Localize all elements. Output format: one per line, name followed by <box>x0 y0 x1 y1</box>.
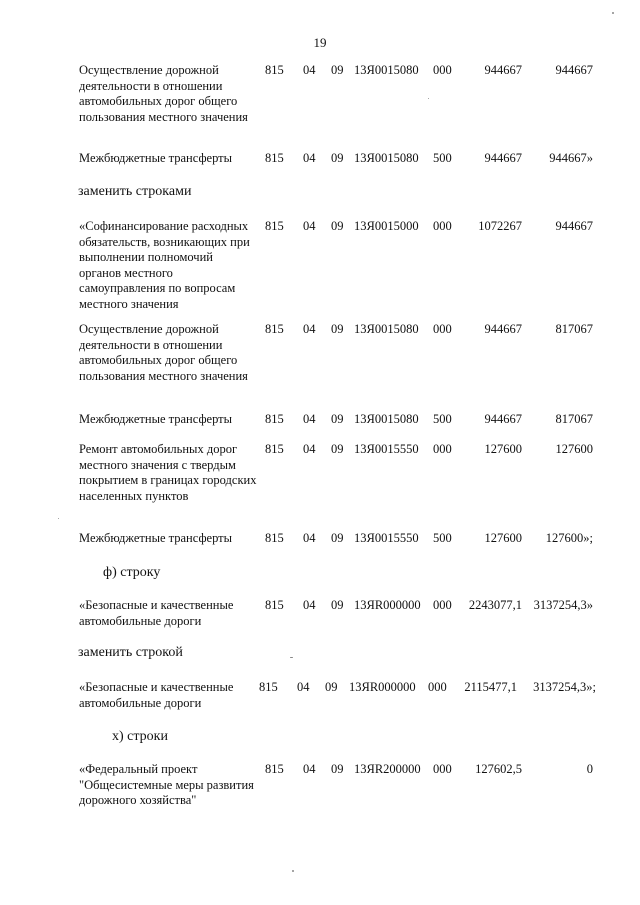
ved-code: 815 <box>259 680 278 694</box>
ved-code: 815 <box>265 219 284 233</box>
ved-code: 815 <box>265 151 284 165</box>
expense-type-code: 000 <box>428 680 447 694</box>
sum-1: 1072267 <box>478 219 522 233</box>
subsection-code: 09 <box>331 151 344 165</box>
row-description: Межбюджетные трансферты <box>79 531 233 545</box>
expense-type-code: 000 <box>433 442 452 456</box>
section-code: 04 <box>303 531 316 545</box>
row-description: «Безопасные и качественные автомобильные дороги <box>79 598 234 628</box>
sum-1: 127600 <box>484 442 522 456</box>
page-number: 19 <box>313 35 327 50</box>
row-description: Межбюджетные трансферты <box>79 151 233 165</box>
sum-1: 944667 <box>484 322 522 336</box>
section-code: 04 <box>303 322 316 336</box>
section-code: 04 <box>297 680 310 694</box>
section-code: 04 <box>303 598 316 612</box>
expense-type-code: 000 <box>433 219 452 233</box>
target-code: 13Я0015080 <box>354 63 419 77</box>
row-description: Ремонт автомобильных дорог местного значения с твердым покрытием в границах городских населенных пунктов <box>79 442 257 503</box>
target-code: 13Я0015550 <box>354 442 419 456</box>
section-code: 04 <box>303 412 316 426</box>
subsection-code: 09 <box>331 219 344 233</box>
section-code: 04 <box>303 762 316 776</box>
ved-code: 815 <box>265 598 284 612</box>
heading-replace-row: заменить строкой <box>78 645 183 660</box>
target-code: 13ЯR200000 <box>354 762 421 776</box>
expense-type-code: 000 <box>433 762 452 776</box>
target-code: 13Я0015080 <box>354 322 419 336</box>
heading-item-x: х) строки <box>112 729 168 744</box>
section-code: 04 <box>303 151 316 165</box>
expense-type-code: 000 <box>433 322 452 336</box>
scan-speck <box>428 98 429 99</box>
target-code: 13Я0015080 <box>354 151 419 165</box>
sum-1: 2115477,1 <box>464 680 517 694</box>
sum-2: 944667 <box>555 219 593 233</box>
sum-1: 944667 <box>484 63 522 77</box>
row-description: «Федеральный проект "Общесистемные меры развития дорожного хозяйства" <box>79 762 254 807</box>
ved-code: 815 <box>265 412 284 426</box>
sum-2: 944667» <box>549 151 593 165</box>
sum-2: 817067 <box>555 322 593 336</box>
expense-type-code: 500 <box>433 531 452 545</box>
heading-replace-rows: заменить строками <box>78 184 192 199</box>
sum-1: 127600 <box>484 531 522 545</box>
row-description: «Безопасные и качественные автомобильные дороги <box>79 680 234 710</box>
row-description: Осуществление дорожной деятельности в отношении автомобильных дорог общего пользования местного значения <box>79 63 248 124</box>
subsection-code: 09 <box>331 322 344 336</box>
row-description: Осуществление дорожной деятельности в отношении автомобильных дорог общего пользования местного значения <box>79 322 248 383</box>
subsection-code: 09 <box>331 412 344 426</box>
target-code: 13ЯR000000 <box>349 680 416 694</box>
target-code: 13ЯR000000 <box>354 598 421 612</box>
subsection-code: 09 <box>331 598 344 612</box>
subsection-code: 09 <box>331 63 344 77</box>
section-code: 04 <box>303 219 316 233</box>
ved-code: 815 <box>265 762 284 776</box>
subsection-code: 09 <box>325 680 338 694</box>
sum-2: 3137254,3» <box>533 598 593 612</box>
target-code: 13Я0015550 <box>354 531 419 545</box>
scan-speck <box>290 657 293 658</box>
expense-type-code: 000 <box>433 63 452 77</box>
row-description: Межбюджетные трансферты <box>79 412 233 426</box>
sum-1: 127602,5 <box>475 762 522 776</box>
sum-2: 817067 <box>555 412 593 426</box>
subsection-code: 09 <box>331 442 344 456</box>
subsection-code: 09 <box>331 531 344 545</box>
sum-2: 944667 <box>555 63 593 77</box>
expense-type-code: 500 <box>433 151 452 165</box>
sum-1: 944667 <box>484 412 522 426</box>
sum-1: 2243077,1 <box>468 598 522 612</box>
ved-code: 815 <box>265 322 284 336</box>
expense-type-code: 000 <box>433 598 452 612</box>
sum-2: 127600 <box>555 442 593 456</box>
sum-2: 0 <box>586 762 593 776</box>
heading-item-f: ф) строку <box>103 565 161 580</box>
section-code: 04 <box>303 442 316 456</box>
target-code: 13Я0015080 <box>354 412 419 426</box>
section-code: 04 <box>303 63 316 77</box>
sum-1: 944667 <box>484 151 522 165</box>
ved-code: 815 <box>265 531 284 545</box>
row-description: «Софинансирование расходных обязательств, возникающих при выполнении полномочий органов местного самоуправления по вопросам местного значения <box>79 219 250 311</box>
sum-2: 3137254,3»; <box>533 680 596 694</box>
subsection-code: 09 <box>331 762 344 776</box>
sum-2: 127600»; <box>545 531 593 545</box>
scan-speck <box>58 518 59 519</box>
scan-speck <box>292 870 294 872</box>
target-code: 13Я0015000 <box>354 219 419 233</box>
scan-speck <box>612 12 614 14</box>
expense-type-code: 500 <box>433 412 452 426</box>
ved-code: 815 <box>265 63 284 77</box>
ved-code: 815 <box>265 442 284 456</box>
